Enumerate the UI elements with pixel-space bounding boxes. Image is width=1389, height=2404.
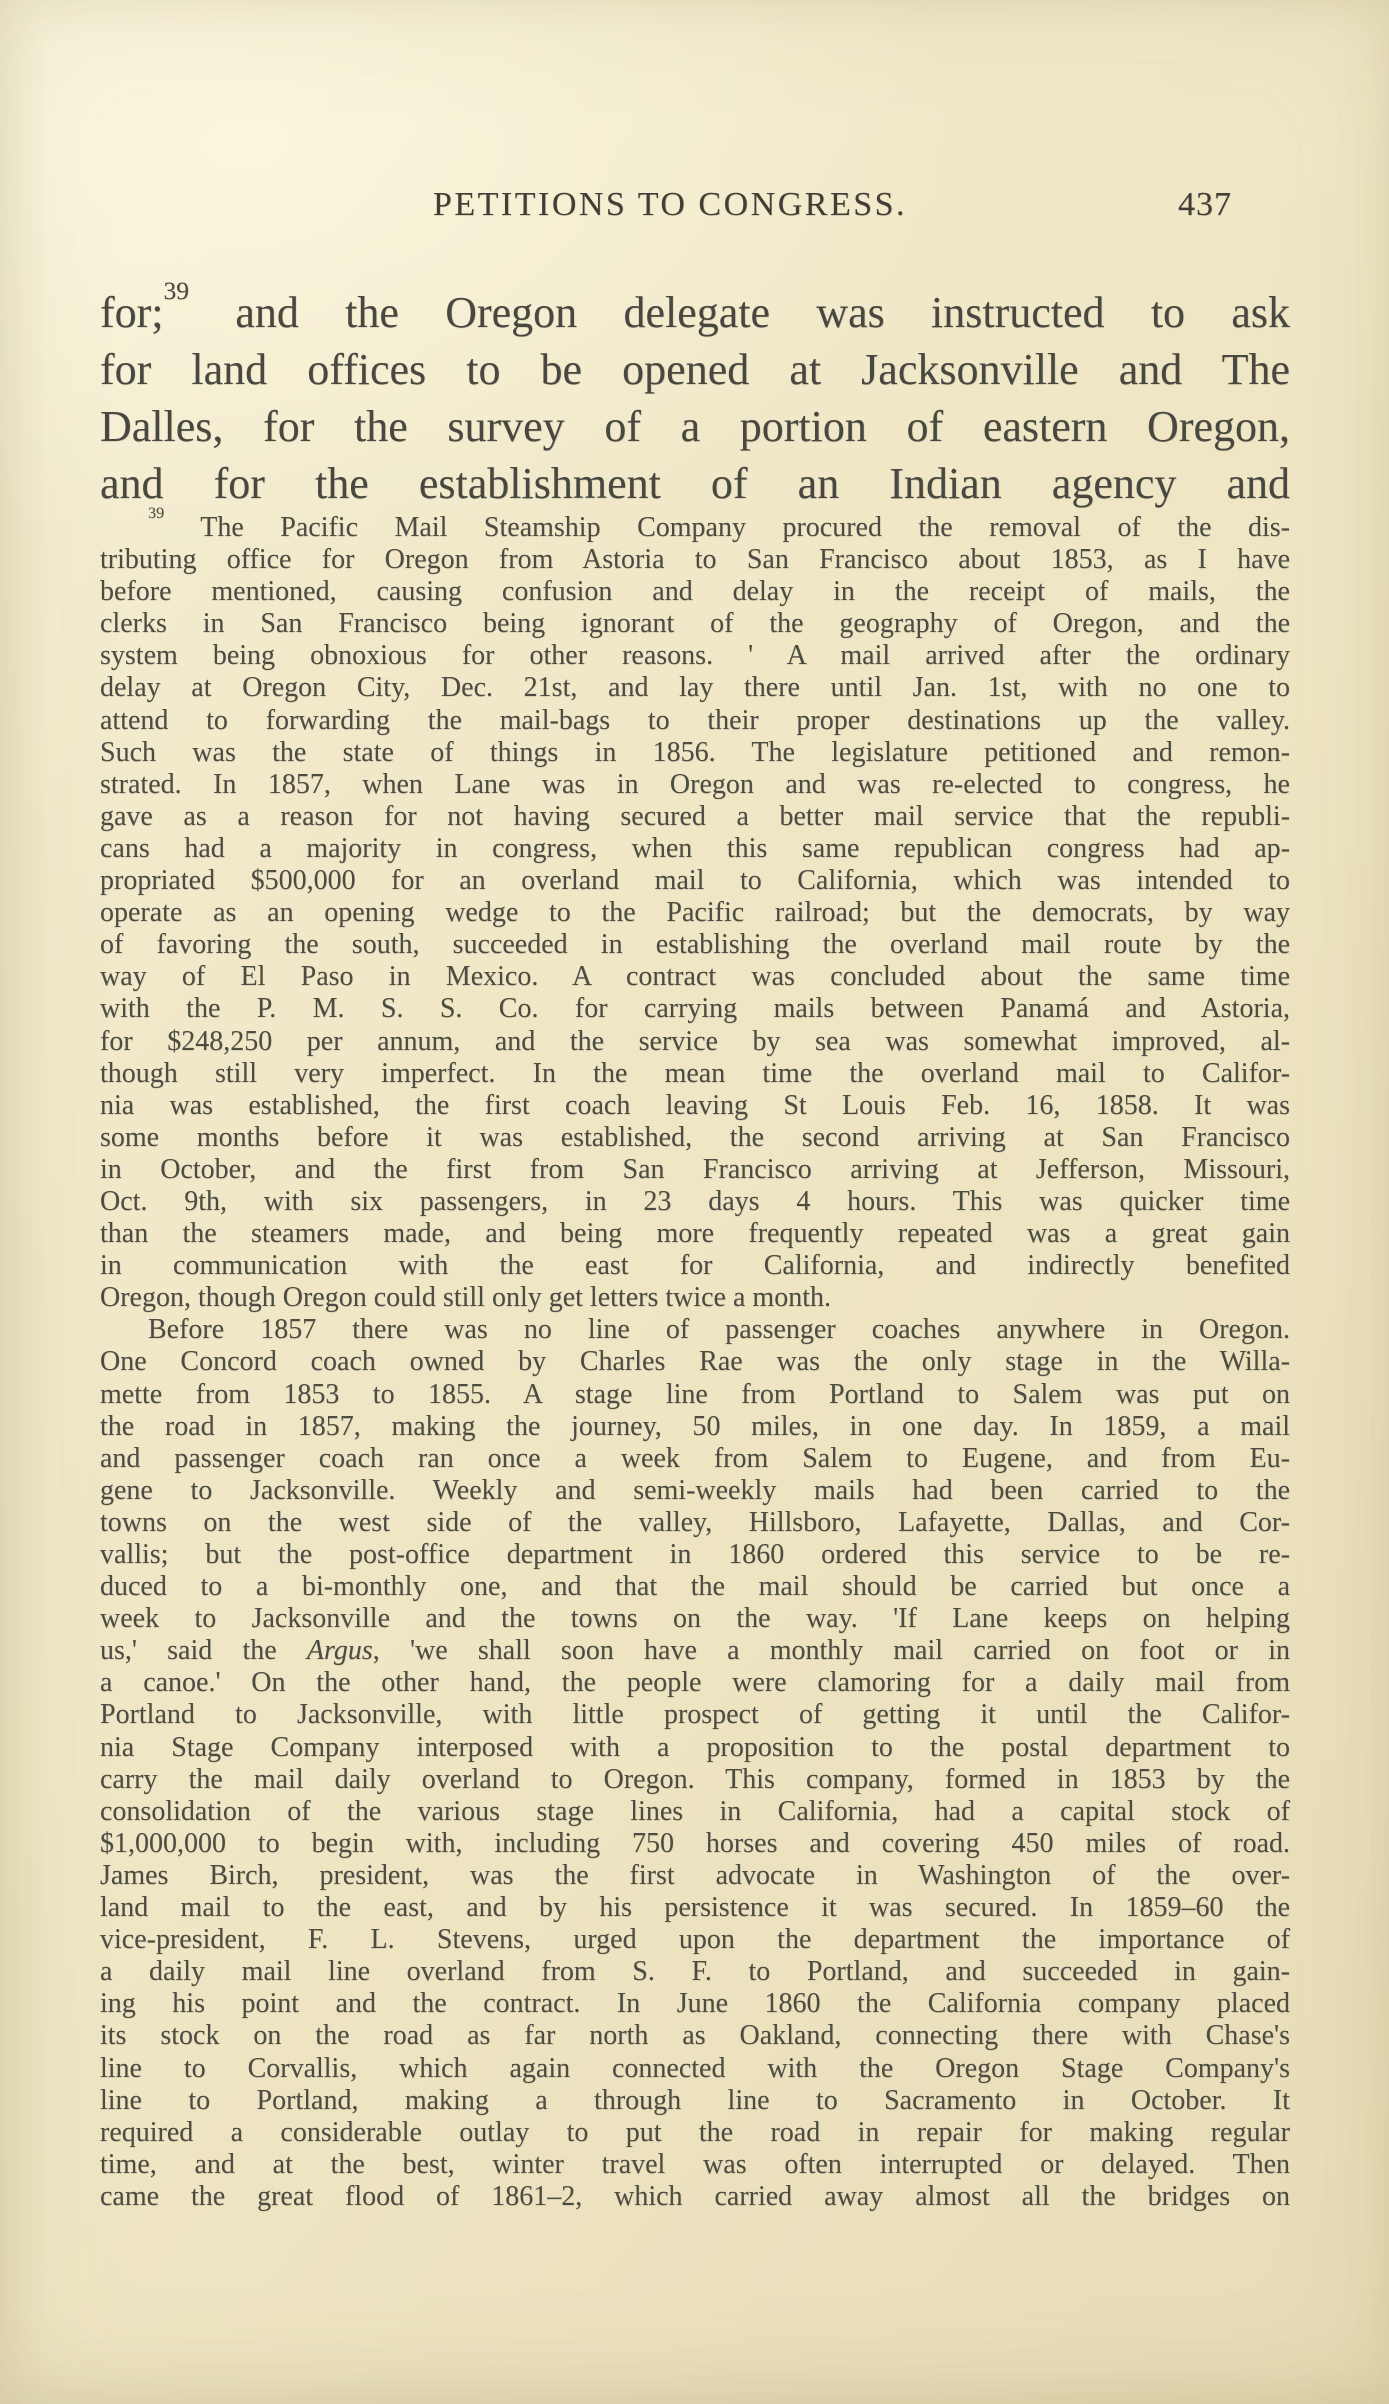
footnote-line: delay at Oregon City, Dec. 21st, and lay there until Jan. 1st, with no one to [100, 672, 1290, 704]
footnote-line: line to Portland, making a through line to Sacramento in October. It [100, 2084, 1290, 2116]
footnote-line: towns on the west side of the valley, Hillsboro, Lafayette, Dallas, and Cor- [100, 1506, 1290, 1538]
footnote-line: line to Corvallis, which again connected with the Oregon Stage Company's [100, 2052, 1290, 2084]
footnote-line: One Concord coach owned by Charles Rae was the only stage in the Willa- [100, 1346, 1290, 1378]
footnote-line: a daily mail line overland from S. F. to Portland, and succeeded in gain- [100, 1956, 1290, 1988]
footnote-line: land mail to the east, and by his persistence it was secured. In 1859–60 the [100, 1892, 1290, 1924]
footnote-line: vallis; but the post-office department in 1860 ordered this service to be re- [100, 1539, 1290, 1570]
footnote-line: and passenger coach ran once a week from Salem to Eugene, and from Eu- [100, 1442, 1290, 1474]
footnote-line: before mentioned, causing confusion and delay in the receipt of mails, the [100, 576, 1290, 608]
footnote-line: propriated $500,000 for an overland mail to California, which was intended to [100, 865, 1290, 897]
footnote-line: a canoe.' On the other hand, the people were clamoring for a daily mail from [100, 1667, 1290, 1699]
footnote-line: Oct. 9th, with six passengers, in 23 days 4 hours. This was quicker time [100, 1185, 1290, 1217]
footnote-line: required a considerable outlay to put the road in repair for making regular [100, 2116, 1290, 2148]
footnote-line: Portland to Jacksonville, with little prospect of getting it until the Califor- [100, 1699, 1290, 1731]
footnote-line: Such was the state of things in 1856. The legislature petitioned and remon- [100, 736, 1290, 768]
footnote-line: $^{39}$ The Pacific Mail Steamship Company procured the removal of the dis- [148, 503, 1290, 543]
footnote-line: some months before it was established, the second arriving at San Francisco [100, 1121, 1290, 1153]
page-title: PETITIONS TO CONGRESS. [432, 186, 908, 223]
footnote-line: its stock on the road as far north as Oakland, connecting there with Chase's [100, 2020, 1290, 2052]
footnote-line: the road in 1857, making the journey, 50 miles, in one day. In 1859, a mail [100, 1410, 1290, 1442]
footnote-39 [100, 503, 1290, 2213]
footnote-line: week to Jacksonville and the towns on the way. 'If Lane keeps on helping [100, 1603, 1290, 1635]
footnote-line: with the P. M. S. S. Co. for carrying mails between Panamá and Astoria, [100, 993, 1290, 1025]
footnote-line: came the great flood of 1861–2, which carried away almost all the bridges on [100, 2180, 1290, 2212]
footnote-line: James Birch, president, was the first advocate in Washington of the over- [100, 1859, 1290, 1891]
footnote-line: tributing office for Oregon from Astoria to San Francisco about 1853, as I have [100, 544, 1290, 576]
footnote-line: gene to Jacksonville. Weekly and semi-weekly mails had been carried to the [100, 1474, 1290, 1506]
footnote-line: strated. In 1857, when Lane was in Oregon and was re-elected to congress, he [100, 768, 1290, 800]
footnote-line: time, and at the best, winter travel was often interrupted or delayed. Then [100, 2148, 1290, 2180]
footnote-line: cans had a majority in congress, when this same republican congress had ap- [100, 832, 1290, 864]
footnote-line: than the steamers made, and being more frequently repeated was a great gain [100, 1218, 1290, 1250]
main-text-line: for;$^{39}$ and the Oregon delegate was instructed to ask [100, 276, 1290, 337]
footnote-line: Before 1857 there was no line of passenger coaches anywhere in Oregon. [148, 1314, 1290, 1346]
footnote-line: in October, and the first from San Francisco arriving at Jefferson, Missouri, [100, 1153, 1290, 1185]
footnote-line: clerks in San Francisco being ignorant of the geography of Oregon, and the [100, 608, 1290, 640]
footnote-line: vice-president, F. L. Stevens, urged upon the department the importance of [100, 1924, 1290, 1956]
footnote-line: mette from 1853 to 1855. A stage line from Portland to Salem was put on [100, 1378, 1290, 1410]
footnote-line: of favoring the south, succeeded in establishing the overland mail route by the [100, 929, 1290, 961]
page-number: 437 [1178, 186, 1232, 223]
footnote-line: nia Stage Company interposed with a proposition to the postal department to [100, 1731, 1290, 1763]
footnote-line: Oregon, though Oregon could still only get letters twice a month. [100, 1282, 831, 1314]
footnote-line: ing his point and the contract. In June 1860 the California company placed [100, 1988, 1290, 2020]
running-head [100, 186, 1290, 230]
main-paragraph [100, 276, 1290, 512]
main-text-line: for land offices to be opened at Jacksonville and The [100, 345, 1290, 394]
footnote-line: $1,000,000 to begin with, including 750 horses and covering 450 miles of road. [100, 1827, 1290, 1859]
main-text-line: Dalles, for the survey of a portion of eastern Oregon, [100, 402, 1290, 451]
footnote-line: though still very imperfect. In the mean time the overland mail to Califor- [100, 1057, 1290, 1089]
footnote-line: nia was established, the first coach leaving St Louis Feb. 16, 1858. It was [100, 1089, 1290, 1121]
footnote-line: us,' said the Argus, 'we shall soon have a monthly mail carried on foot or in [100, 1635, 1290, 1667]
footnote-line: in communication with the east for California, and indirectly benefited [100, 1250, 1290, 1282]
footnote-line: gave as a reason for not having secured a better mail service that the republi- [100, 800, 1290, 832]
footnote-line: system being obnoxious for other reasons. ' A mail arrived after the ordinary [100, 640, 1290, 672]
footnote-line: way of El Paso in Mexico. A contract was concluded about the same time [100, 961, 1290, 993]
footnote-line: carry the mail daily overland to Oregon. This company, formed in 1853 by the [100, 1763, 1290, 1795]
main-text-line: and for the establishment of an Indian agency and [100, 459, 1290, 508]
footnote-line: for $248,250 per annum, and the service by sea was somewhat improved, al- [100, 1025, 1290, 1057]
footnote-line: operate as an opening wedge to the Pacific railroad; but the democrats, by way [100, 897, 1290, 929]
footnote-line: attend to forwarding the mail-bags to their proper destinations up the valley. [100, 704, 1290, 736]
footnote-line: consolidation of the various stage lines in California, had a capital stock of [100, 1795, 1290, 1827]
footnote-line: duced to a bi-monthly one, and that the mail should be carried but once a [100, 1571, 1290, 1603]
